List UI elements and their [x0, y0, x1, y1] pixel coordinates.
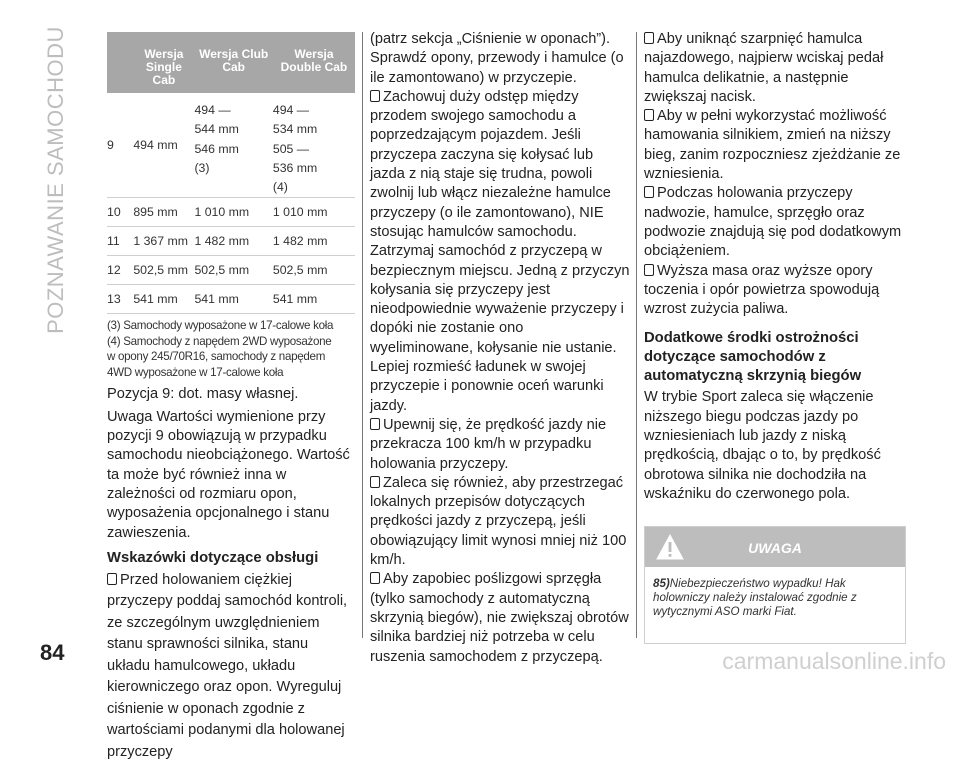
bullet-item: Przed holowaniem ciężkiej przyczepy poddaj samochód kontroli, ze szczególnym uwzględnieniem stanu sprawności silnika, stanu układu hamulcowego, układu kierowniczego oraz opon. Wyreguluj ciśnienie w oponach zgodnie z wartościami podanymi dla holowanej przyczepy: [107, 571, 348, 760]
heading-automatic-precautions: Dodatkowe środki ostrożności dotyczące samochodów z automatyczną skrzynią biegów: [644, 330, 862, 385]
heading-operating-tips: Wskazówki dotyczące obsługi: [107, 549, 319, 566]
warning-text: Niebezpieczeństwo wypadku! Hak holowniczy należy instalować zgodnie z wytycznymi ASO marki Fiat.: [653, 577, 857, 619]
footer-watermark: carmanualsonline.info: [722, 648, 946, 674]
column-1: [107, 32, 355, 763]
bullet-item: Aby zapobiec poślizgowi sprzęgła (tylko samochody z automatyczną skrzynią biegów), nie zwiększaj obrotów silnika bardziej niż potrzeba w celu ruszenia samochodem z przyczepą.: [370, 571, 629, 665]
checkbox-bullet-icon: [370, 572, 380, 584]
bullet-item: Upewnij się, że prędkość jazdy nie przekracza 100 km/h w przypadku holowania przyczepy.: [370, 416, 607, 472]
bullet-item: Aby uniknąć szarpnięć hamulca najazdowego, najpierw wciskaj pedał hamulca delikatnie, a następnie zwiększaj nacisk.: [644, 31, 884, 105]
checkbox-bullet-icon: [107, 573, 117, 585]
checkbox-bullet-icon: [644, 186, 654, 198]
table-row: 10 895 mm 1 010 mm 1 010 mm: [107, 198, 355, 227]
table-header-blank: [107, 32, 133, 93]
paragraph: Pozycja 9: dot. masy własnej.: [107, 386, 299, 403]
table-header-single-cab: Wersja Single Cab: [133, 32, 194, 93]
checkbox-bullet-icon: [370, 90, 380, 102]
column-2: [370, 30, 630, 667]
checkbox-bullet-icon: [644, 109, 654, 121]
column-divider: [636, 32, 637, 638]
warning-header: [645, 527, 905, 567]
checkbox-bullet-icon: [370, 418, 380, 430]
table-row: 9 494 mm 494 — 544 mm 546 mm (3) 494 — 534 mm 505 — 536 mm (4): [107, 93, 355, 198]
bullet-item: Podczas holowania przyczepy nadwozie, hamulce, sprzęgło oraz podwozie znajdują się pod dodatkowym obciążeniem.: [644, 185, 902, 260]
footnotes: (3) Samochody wyposażone w 17-calowe koła (4) Samochody z napędem 2WD wyposażone w opony 245/70R16, samochody z napędem 4WD wyposażone w 17-calowe koła: [107, 319, 334, 379]
bullet-item: Zaleca się również, aby przestrzegać lokalnych przepisów dotyczących prędkości jazdy z przyczepą, jeśli obowiązujący limit wynosi mniej niż 100 km/h.: [370, 474, 627, 569]
table-row: 13 541 mm 541 mm 541 mm: [107, 285, 355, 314]
page-number: 84: [40, 640, 65, 665]
warning-box: [644, 526, 906, 644]
section-title-text: POZNAWANIE SAMOCHODU: [43, 26, 68, 334]
table-header-club-cab: Wersja Club Cab: [194, 32, 272, 93]
bullet-item: Aby w pełni wykorzystać możliwość hamowania silnikiem, zmień na niższy bieg, zanim rozpoczniesz zjeżdżanie ze wzniesienia.: [644, 108, 901, 183]
column-divider: [362, 32, 363, 638]
bullet-item: Wyższa masa oraz wyższe opory toczenia i opór powietrza spowodują wzrost zużycia paliwa.: [644, 262, 880, 318]
dimensions-table: [107, 32, 355, 314]
table-row: 12 502,5 mm 502,5 mm 502,5 mm: [107, 256, 355, 285]
column-3: [644, 30, 906, 644]
table-row: 11 1 367 mm 1 482 mm 1 482 mm: [107, 227, 355, 256]
checkbox-bullet-icon: [370, 476, 380, 488]
section-side-title: [36, 20, 76, 340]
bullet-item: Zachowuj duży odstęp między przodem swojego samochodu a poprzedzającym pojazdem. Jeśli przyczepa zaczyna się kołysać lub jazda z nią staje się trudna, powoli zwolnij lub włącz niezależne hamulce przyczepy (o ile zamontowano), NIE stosując hamulców samochodu. Zatrzymaj samochód z przyczepą w bezpiecznym miejscu. Jedną z przyczyn kołysania się przyczepy jest nieodpowiednie wyważenie przyczepy i dopóki nie zostanie ono wyeliminowane, kołysanie nie ustanie. Lepiej rozmieść ładunek w swojej przyczepie i ponownie oceń warunki jazdy.: [370, 88, 630, 414]
paragraph: (patrz sekcja „Ciśnienie w oponach”). Sprawdź opony, przewody i hamulce (o ile zamontowano) w przyczepie.: [370, 31, 624, 86]
paragraph: Uwaga Wartości wymienione przy pozycji 9 obowiązują w przypadku samochodu nieobciążonego. Wartość ta może być również inna w zależności od rozmiaru opon, wyposażenia opcjonalnego i stanu zawieszenia.: [107, 408, 350, 541]
warning-body: [645, 567, 905, 643]
table-header-double-cab: Wersja Double Cab: [273, 32, 355, 93]
warning-label: UWAGA: [748, 540, 802, 557]
warning-number: 85): [653, 577, 670, 591]
checkbox-bullet-icon: [644, 264, 654, 276]
paragraph: W trybie Sport zaleca się włączenie niższego biegu podczas jazdy po wzniesieniach lub jazdy z niską prędkością, dbając o to, by prędkość obrotowa silnika nie dochodziła na wskaźniku do czerwonego pola.: [644, 389, 881, 502]
checkbox-bullet-icon: [644, 32, 654, 44]
